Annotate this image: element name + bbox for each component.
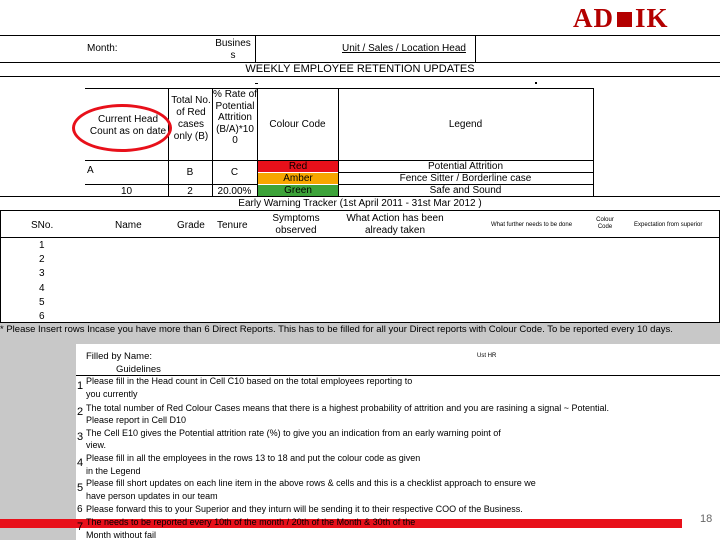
- col-symptoms: Symptoms observed: [272, 213, 320, 236]
- row-number: 4: [39, 283, 45, 294]
- letter-b: B: [186, 167, 194, 178]
- page-number: 18: [700, 513, 713, 525]
- col-sno: SNo.: [31, 220, 54, 231]
- letter-a: A: [87, 165, 94, 176]
- col-expectation: Expectation from superior: [634, 222, 703, 228]
- row-number: 5: [39, 297, 45, 308]
- row-number: 2: [39, 254, 45, 265]
- guideline-text: Please fill in the Head count in Cell C10 based on the total employees reporting to: [86, 376, 413, 386]
- guideline-number: 3: [77, 431, 84, 443]
- unit-label: Unit / Sales / Location Head: [342, 43, 466, 54]
- col-name: Name: [115, 220, 142, 231]
- guideline-text: have person updates in our team: [86, 491, 218, 501]
- letter-c: C: [230, 167, 239, 178]
- col-tenure: Tenure: [217, 220, 248, 231]
- legend-red-meaning: Potential Attrition: [427, 161, 504, 172]
- filled-by-label: Filled by Name:: [86, 351, 152, 362]
- guideline-number: 1: [77, 380, 84, 392]
- guideline-number: 6: [77, 504, 83, 515]
- col-grade: Grade: [177, 220, 205, 231]
- attrition-rate-value: 20.00%: [217, 186, 252, 197]
- col-further: What further needs to be done: [491, 222, 573, 228]
- legend-amber-code: Amber: [283, 173, 313, 184]
- guideline-text: Please forward this to your Superior and they inturn will be sending it to their respective COO of the Business.: [86, 504, 523, 514]
- tracker-title: Early Warning Tracker (1st April 2011 - 31st Mar 2012 ): [238, 198, 482, 209]
- guideline-text: Please report in Cell D10: [86, 415, 187, 425]
- guideline-number: 5: [77, 482, 84, 494]
- head-count-value: 10: [120, 186, 133, 197]
- legend-amber-meaning: Fence Sitter / Borderline case: [399, 173, 532, 184]
- legend-red-code: Red: [288, 161, 308, 172]
- insert-rows-note: * Please Insert rows Incase you have more than 6 Direct Reports. This has to be filled for all your Direct reports with Colour Code. To be reported every 10 days.: [0, 324, 673, 335]
- logo-square-icon: [617, 12, 632, 27]
- guideline-text: in the Legend: [86, 466, 141, 476]
- guideline-text: you currently: [86, 389, 138, 399]
- ust-hr-label: Ust HR: [477, 353, 497, 359]
- month-label: Month:: [87, 43, 118, 54]
- col-colour-code: Colour Code: [596, 217, 614, 230]
- guideline-text: Month without fail: [86, 530, 157, 540]
- current-head-header: Current Head Count as on date: [89, 114, 167, 137]
- adqik-logo: AD IK: [573, 3, 669, 33]
- red-cases-value: 2: [187, 186, 193, 197]
- guideline-number: 4: [77, 457, 84, 469]
- col-action: What Action has been already taken: [346, 213, 444, 236]
- legend-green-code: Green: [284, 185, 312, 196]
- guideline-text: The needs to be reported every 10th of the month / 20th of the Month & 30th of the: [86, 517, 416, 527]
- legend-green-meaning: Safe and Sound: [429, 185, 502, 196]
- guideline-text: Please fill short updates on each line item in the above rows & cells and this is a checklist approach to ensure we: [86, 478, 536, 488]
- guidelines-title: Guidelines: [116, 364, 161, 375]
- guideline-number: 7: [77, 521, 84, 533]
- row-number: 6: [39, 311, 45, 322]
- row-number: 1: [39, 240, 45, 251]
- highlight-circle: [72, 104, 172, 152]
- guideline-text: The total number of Red Colour Cases means that there is a highest probability of attrition and you are rasining a signal ~ Potential.: [86, 403, 610, 413]
- row-number: 3: [39, 268, 45, 279]
- total-red-header: Total No. of Red cases only (B): [171, 95, 211, 142]
- guideline-text: view.: [86, 440, 107, 450]
- guideline-text: Please fill in all the employees in the rows 13 to 18 and put the colour code as given: [86, 453, 421, 463]
- guideline-text: The Cell E10 gives the Potential attrition rate (%) to give you an indication from an early warning point of: [86, 428, 501, 438]
- colour-code-header: Colour Code: [269, 119, 326, 130]
- guideline-number: 2: [77, 406, 84, 418]
- legend-header: Legend: [448, 119, 483, 130]
- page-title: WEEKLY EMPLOYEE RETENTION UPDATES: [245, 63, 475, 75]
- attrition-rate-header: % Rate of Potential Attrition (B/A)*10 0: [213, 89, 257, 146]
- business-label: Busines s: [215, 38, 251, 61]
